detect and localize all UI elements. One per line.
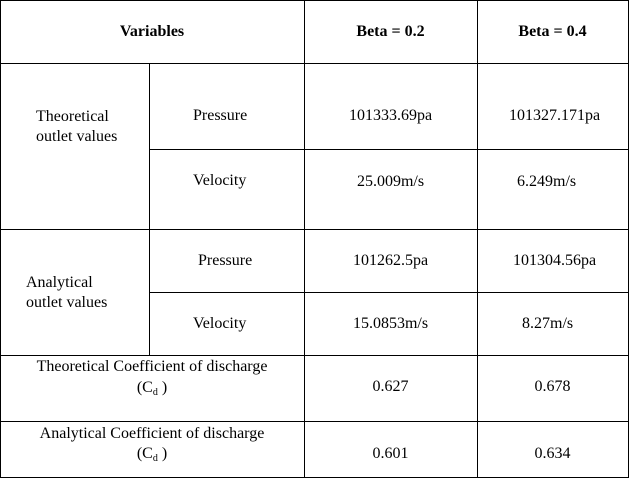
analytical-cd-beta-0-4: 0.634 bbox=[534, 445, 571, 462]
analytical-group-label-line2: outlet values bbox=[26, 294, 108, 311]
analytical-pressure-beta-0-2: 101262.5pa bbox=[352, 252, 429, 269]
theoretical-group-label-line2: outlet values bbox=[36, 128, 118, 145]
theoretical-velocity-beta-0-4: 6.249m/s bbox=[517, 173, 577, 190]
analytical-cd-symbol: ($C_d$ ) bbox=[136, 445, 168, 464]
theoretical-pressure-beta-0-2: 101333.69pa bbox=[348, 107, 433, 124]
header-variables: Variables bbox=[119, 23, 185, 40]
theoretical-cd-beta-0-2: 0.627 bbox=[372, 378, 409, 395]
theoretical-cd-symbol: ($C_d$ ) bbox=[136, 379, 168, 398]
analytical-cd-label: Analytical Coefficient of discharge bbox=[39, 425, 265, 442]
theoretical-cd-beta-0-4: 0.678 bbox=[534, 378, 571, 395]
theoretical-group-label-line1: Theoretical bbox=[36, 108, 109, 125]
theoretical-velocity-label: Velocity bbox=[193, 172, 247, 189]
header-beta-0-4: Beta = 0.4 bbox=[518, 23, 587, 40]
analytical-velocity-beta-0-4: 8.27m/s bbox=[522, 315, 574, 332]
analytical-velocity-label: Velocity bbox=[193, 315, 247, 332]
theoretical-pressure-beta-0-4: 101327.171pa bbox=[509, 107, 601, 124]
analytical-group-label-line1: Analytical bbox=[26, 274, 93, 291]
theoretical-velocity-beta-0-2: 25.009m/s bbox=[356, 173, 425, 190]
analytical-pressure-label: Pressure bbox=[198, 252, 253, 269]
analytical-cd-beta-0-2: 0.601 bbox=[372, 445, 409, 462]
analytical-pressure-beta-0-4: 101304.56pa bbox=[513, 252, 597, 269]
theoretical-cd-label: Theoretical Coefficient of discharge bbox=[36, 358, 268, 375]
header-beta-0-2: Beta = 0.2 bbox=[356, 23, 425, 40]
analytical-velocity-beta-0-2: 15.0853m/s bbox=[352, 315, 429, 332]
theoretical-pressure-label: Pressure bbox=[193, 107, 248, 124]
